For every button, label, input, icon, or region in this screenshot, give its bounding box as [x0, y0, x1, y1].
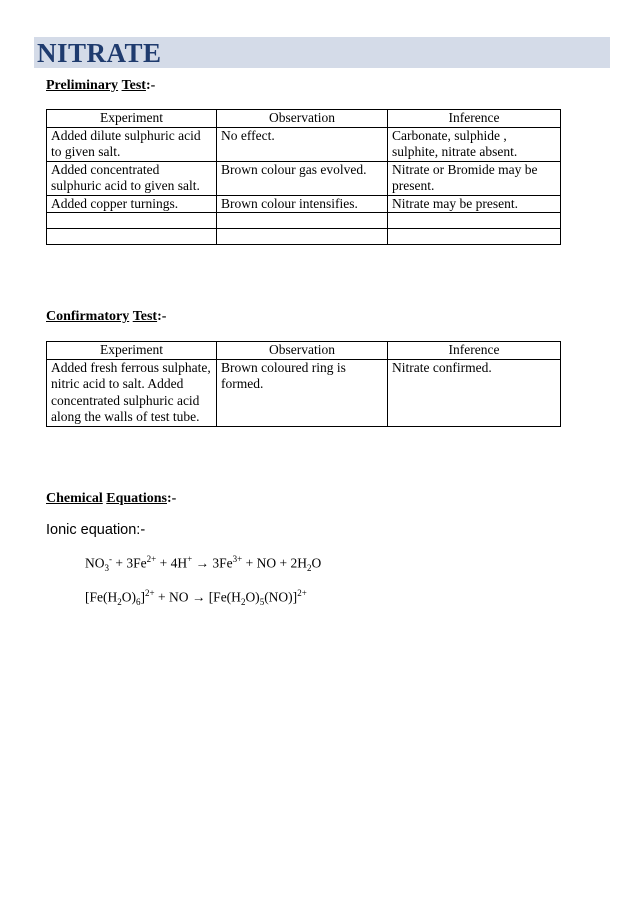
preliminary-heading — [46, 78, 155, 94]
table-cell: Added concentrated sulphuric acid to given salt. — [47, 161, 217, 195]
equations-heading-suffix: :- — [166, 491, 177, 506]
ionic-equation-label: Ionic equation:- — [46, 522, 146, 538]
preliminary-heading-test: Test — [121, 78, 146, 93]
column-header: Inference — [388, 342, 561, 360]
table-cell: Carbonate, sulphide , sulphite, nitrate absent. — [388, 127, 561, 161]
table-cell: Nitrate may be present. — [388, 195, 561, 213]
table-cell: Added dilute sulphuric acid to given salt. — [47, 127, 217, 161]
table-cell: Nitrate or Bromide may be present. — [388, 161, 561, 195]
table-cell: Added fresh ferrous sulphate, nitric acid to salt. Added concentrated sulphuric acid along the walls of test tube. — [47, 359, 217, 426]
table-cell: Nitrate confirmed. — [388, 359, 561, 426]
table-row — [47, 127, 561, 161]
equations-heading-word: Chemical — [46, 491, 103, 506]
preliminary-heading-suffix: :- — [145, 78, 156, 93]
column-header: Experiment — [47, 110, 217, 128]
table-cell: Brown coloured ring is formed. — [217, 359, 388, 426]
table-header-row — [47, 342, 561, 360]
page-title: NITRATE — [37, 38, 162, 68]
column-header: Observation — [217, 110, 388, 128]
title-banner — [34, 37, 610, 68]
confirmatory-heading-suffix: :- — [157, 309, 167, 324]
empty-table-row — [47, 229, 561, 245]
column-header: Experiment — [47, 342, 217, 360]
equations-heading — [46, 491, 176, 507]
preliminary-table — [46, 109, 561, 245]
table-row — [47, 161, 561, 195]
confirmatory-heading-word: Confirmatory — [46, 309, 130, 324]
equation-1: $NO_3^- + 3Fe^{2+} + 4H^+ \to 3Fe^{3+}$ + NO + $2H_2O$ — [85, 554, 322, 574]
column-header: Observation — [217, 342, 388, 360]
table-cell: Added copper turnings. — [47, 195, 217, 213]
empty-table-row — [47, 213, 561, 229]
table-row — [47, 359, 561, 426]
equations-heading-equations: Equations — [106, 491, 167, 506]
table-cell: No effect. — [217, 127, 388, 161]
table-row — [47, 195, 561, 213]
table-cell: Brown colour gas evolved. — [217, 161, 388, 195]
table-cell: Brown colour intensifies. — [217, 195, 388, 213]
confirmatory-heading-test: Test — [132, 309, 158, 324]
confirmatory-table — [46, 341, 561, 427]
equation-2: $[Fe(H_2O)_6]^{2+}$ + NO → $[Fe(H_2O)_5(NO)]^{2+}$ — [85, 588, 307, 608]
column-header: Inference — [388, 110, 561, 128]
table-header-row — [47, 110, 561, 128]
confirmatory-heading — [46, 309, 166, 325]
preliminary-heading-word: Preliminary — [46, 78, 119, 93]
